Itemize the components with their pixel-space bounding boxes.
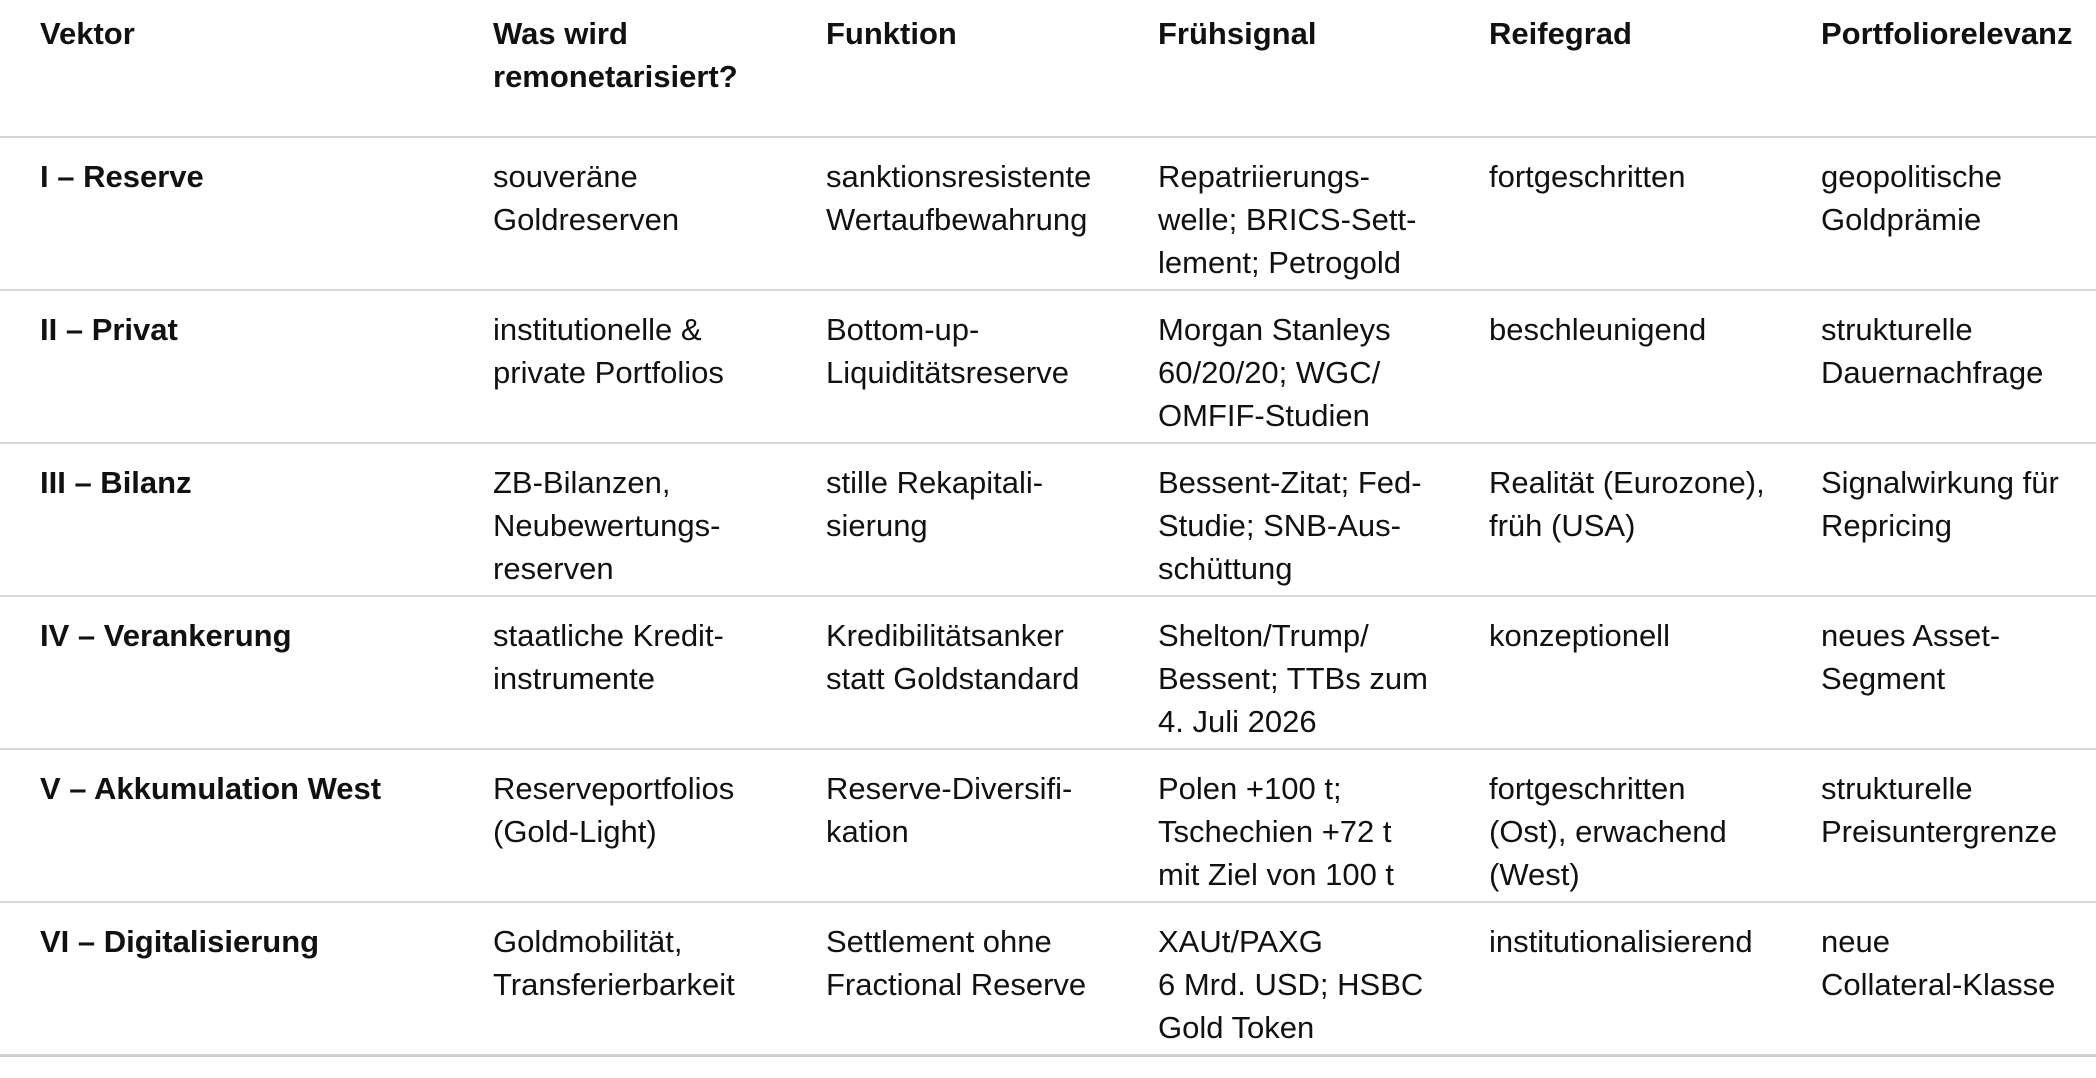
- cell-was-wird-remonetarisiert: ZB-Bilanzen, Neubewertungs- reserven: [493, 465, 721, 586]
- cell-portfoliorelevanz: geopolitische Goldprämie: [1821, 159, 2002, 237]
- cell-fruehsignal: Bessent-Zitat; Fed- Studie; SNB-Aus- schüttung: [1158, 465, 1422, 586]
- cell-vektor: IV – Verankerung: [40, 618, 292, 653]
- cell-portfoliorelevanz: neues Asset- Segment: [1821, 618, 2001, 696]
- table-row: [0, 137, 2096, 290]
- header-row: [0, 0, 2096, 137]
- header-fruehsignal: Frühsignal: [1158, 16, 1317, 51]
- table-row: [0, 290, 2096, 443]
- cell-reifegrad: beschleunigend: [1489, 312, 1707, 347]
- cell-funktion: Settlement ohne Fractional Reserve: [826, 924, 1087, 1002]
- header-funktion: Funktion: [826, 16, 957, 51]
- cell-vektor: I – Reserve: [40, 159, 204, 194]
- cell-funktion: Bottom-up- Liquiditätsreserve: [826, 312, 1069, 390]
- cell-portfoliorelevanz: strukturelle Dauernachfrage: [1821, 312, 2044, 390]
- cell-funktion: Reserve-Diversifi- kation: [826, 771, 1073, 849]
- table-header: [0, 0, 2096, 137]
- cell-vektor: II – Privat: [40, 312, 178, 347]
- table-body: [0, 137, 2096, 1055]
- table-row: [0, 902, 2096, 1055]
- cell-reifegrad: Realität (Eurozone), früh (USA): [1489, 465, 1765, 543]
- header-reifegrad: Reifegrad: [1489, 16, 1632, 51]
- cell-fruehsignal: Repatriierungs- welle; BRICS-Sett- lement; Petrogold: [1158, 159, 1417, 280]
- cell-reifegrad: konzeptionell: [1489, 618, 1670, 653]
- cell-fruehsignal: Morgan Stanleys 60/20/20; WGC/ OMFIF-Studien: [1158, 312, 1391, 433]
- cell-portfoliorelevanz: Signalwirkung für Repricing: [1821, 465, 2059, 543]
- table-row: [0, 596, 2096, 749]
- cell-vektor: V – Akkumulation West: [40, 771, 382, 806]
- cell-reifegrad: institutionalisierend: [1489, 924, 1753, 959]
- header-was-wird-remonetarisiert: Was wird remonetarisiert?: [493, 16, 738, 94]
- cell-portfoliorelevanz: strukturelle Preisuntergrenze: [1821, 771, 2058, 849]
- header-vektor: Vektor: [40, 16, 135, 51]
- cell-funktion: Kredibilitätsanker statt Goldstandard: [826, 618, 1080, 696]
- cell-fruehsignal: Shelton/Trump/ Bessent; TTBs zum 4. Juli 2026: [1158, 618, 1428, 739]
- cell-portfoliorelevanz: neue Collateral-Klasse: [1821, 924, 2056, 1002]
- cell-fruehsignal: Polen +100 t; Tschechien +72 t mit Ziel von 100 t: [1158, 771, 1395, 892]
- cell-was-wird-remonetarisiert: Reserveportfolios (Gold-Light): [493, 771, 735, 849]
- cell-was-wird-remonetarisiert: institutionelle & private Portfolios: [493, 312, 724, 390]
- table-row: [0, 443, 2096, 596]
- cell-reifegrad: fortgeschritten (Ost), erwachend (West): [1489, 771, 1727, 892]
- cell-reifegrad: fortgeschritten: [1489, 159, 1686, 194]
- header-portfoliorelevanz: Portfoliorelevanz: [1821, 16, 2073, 51]
- cell-fruehsignal: XAUt/PAXG 6 Mrd. USD; HSBC Gold Token: [1158, 924, 1424, 1045]
- cell-funktion: stille Rekapitali- sierung: [826, 465, 1044, 543]
- cell-was-wird-remonetarisiert: souveräne Goldreserven: [493, 159, 680, 237]
- table-row: [0, 749, 2096, 902]
- cell-funktion: sanktionsresistente Wertaufbewahrung: [826, 159, 1092, 237]
- cell-vektor: III – Bilanz: [40, 465, 192, 500]
- cell-was-wird-remonetarisiert: Goldmobilität, Transferierbarkeit: [493, 924, 735, 1002]
- cell-vektor: VI – Digitalisierung: [40, 924, 320, 959]
- cell-was-wird-remonetarisiert: staatliche Kredit- instrumente: [493, 618, 724, 696]
